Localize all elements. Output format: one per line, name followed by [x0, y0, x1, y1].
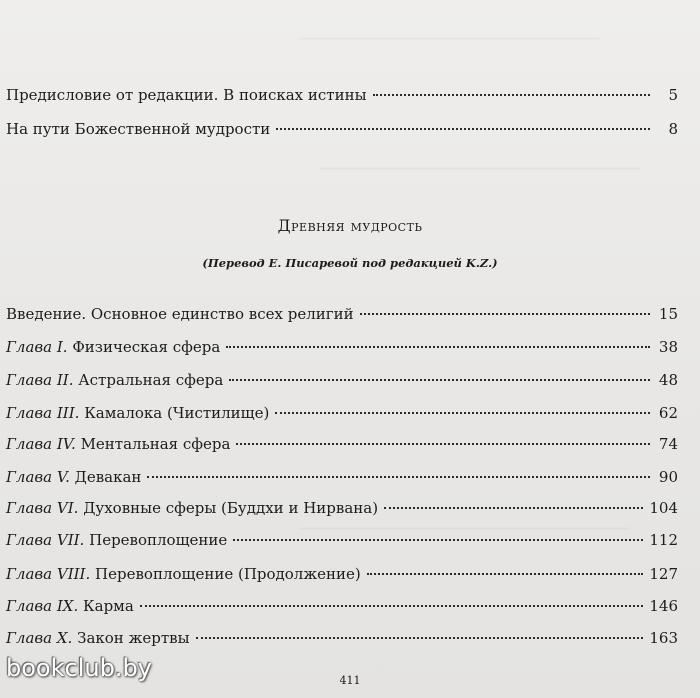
chapter-prefix: Глава X. [6, 629, 73, 647]
toc-entry-page: 74 [658, 435, 678, 453]
toc-entry-page: 90 [658, 468, 678, 486]
bleed-through-line [320, 160, 640, 169]
toc-entry-page: 15 [658, 305, 678, 323]
leader-dots [367, 573, 644, 575]
watermark: bookclub.by [6, 654, 152, 682]
toc-entry-page: 8 [668, 120, 678, 138]
toc-entry [6, 529, 678, 551]
bleed-through-line [300, 520, 630, 529]
leader-dots [147, 476, 650, 478]
toc-entry [6, 336, 678, 358]
toc-entry-page: 163 [649, 629, 678, 647]
leader-dots [140, 605, 644, 607]
chapter-prefix: Глава V. [6, 468, 70, 486]
toc-entry [6, 563, 678, 585]
toc-entry-page: 104 [649, 499, 678, 517]
toc-entry [6, 369, 678, 391]
chapter-prefix: Глава I. [6, 338, 68, 356]
toc-entry [6, 433, 678, 455]
section-subtitle: (Перевод Е. Писаревой под редакцией K.Z.) [202, 256, 498, 270]
toc-entry-title: Перевоплощение (Продолжение) [95, 565, 361, 583]
toc-entry-page: 62 [658, 404, 678, 422]
toc-entry-title: Астральная сфера [78, 371, 224, 389]
toc-entry-title: Девакан [74, 468, 142, 486]
toc-entry [6, 303, 678, 325]
leader-dots [236, 443, 650, 445]
toc-entry [6, 466, 678, 488]
toc-entry [6, 595, 678, 617]
leader-dots [196, 637, 644, 639]
toc-entry [6, 497, 678, 519]
leader-dots [384, 507, 643, 509]
chapter-prefix: Глава VII. [6, 531, 85, 549]
toc-entry-page: 146 [649, 597, 678, 615]
toc-entry-title: Закон жертвы [77, 629, 190, 647]
leader-dots [373, 94, 650, 96]
toc-entry [6, 627, 678, 649]
chapter-prefix: Глава III. [6, 404, 80, 422]
toc-entry-title: Предисловие от редакции. В поисках истины [6, 86, 367, 104]
leader-dots [229, 379, 650, 381]
section-title: Древняя мудрость [277, 216, 423, 235]
leader-dots [275, 412, 650, 414]
chapter-prefix: Глава VI. [6, 499, 79, 517]
toc-entry-title: Ментальная сфера [80, 435, 231, 453]
toc-entry-page: 5 [668, 86, 678, 104]
toc-entry [6, 402, 678, 424]
toc-entry [6, 84, 678, 106]
leader-dots [226, 346, 650, 348]
toc-entry-page: 38 [658, 338, 678, 356]
toc-entry-title: На пути Божественной мудрости [6, 120, 271, 138]
page-number: 411 [339, 674, 361, 687]
toc-entry [6, 118, 678, 140]
toc-entry-title: Карма [83, 597, 134, 615]
toc-entry-page: 112 [649, 531, 678, 549]
toc-entry-title: Физическая сфера [72, 338, 221, 356]
leader-dots [276, 128, 650, 130]
toc-entry-page: 48 [658, 371, 678, 389]
chapter-prefix: Глава VIII. [6, 565, 91, 583]
toc-entry-title: Перевоплощение [89, 531, 228, 549]
toc-entry-title: Камалока (Чистилище) [84, 404, 270, 422]
leader-dots [233, 539, 643, 541]
chapter-prefix: Глава II. [6, 371, 74, 389]
toc-entry-title: Введение. Основное единство всех религий [6, 305, 354, 323]
toc-entry-page: 127 [649, 565, 678, 583]
leader-dots [360, 313, 650, 315]
toc-entry-title: Духовные сферы (Буддхи и Нирвана) [83, 499, 379, 517]
bleed-through-line [300, 30, 600, 39]
chapter-prefix: Глава IX. [6, 597, 79, 615]
chapter-prefix: Глава IV. [6, 435, 76, 453]
